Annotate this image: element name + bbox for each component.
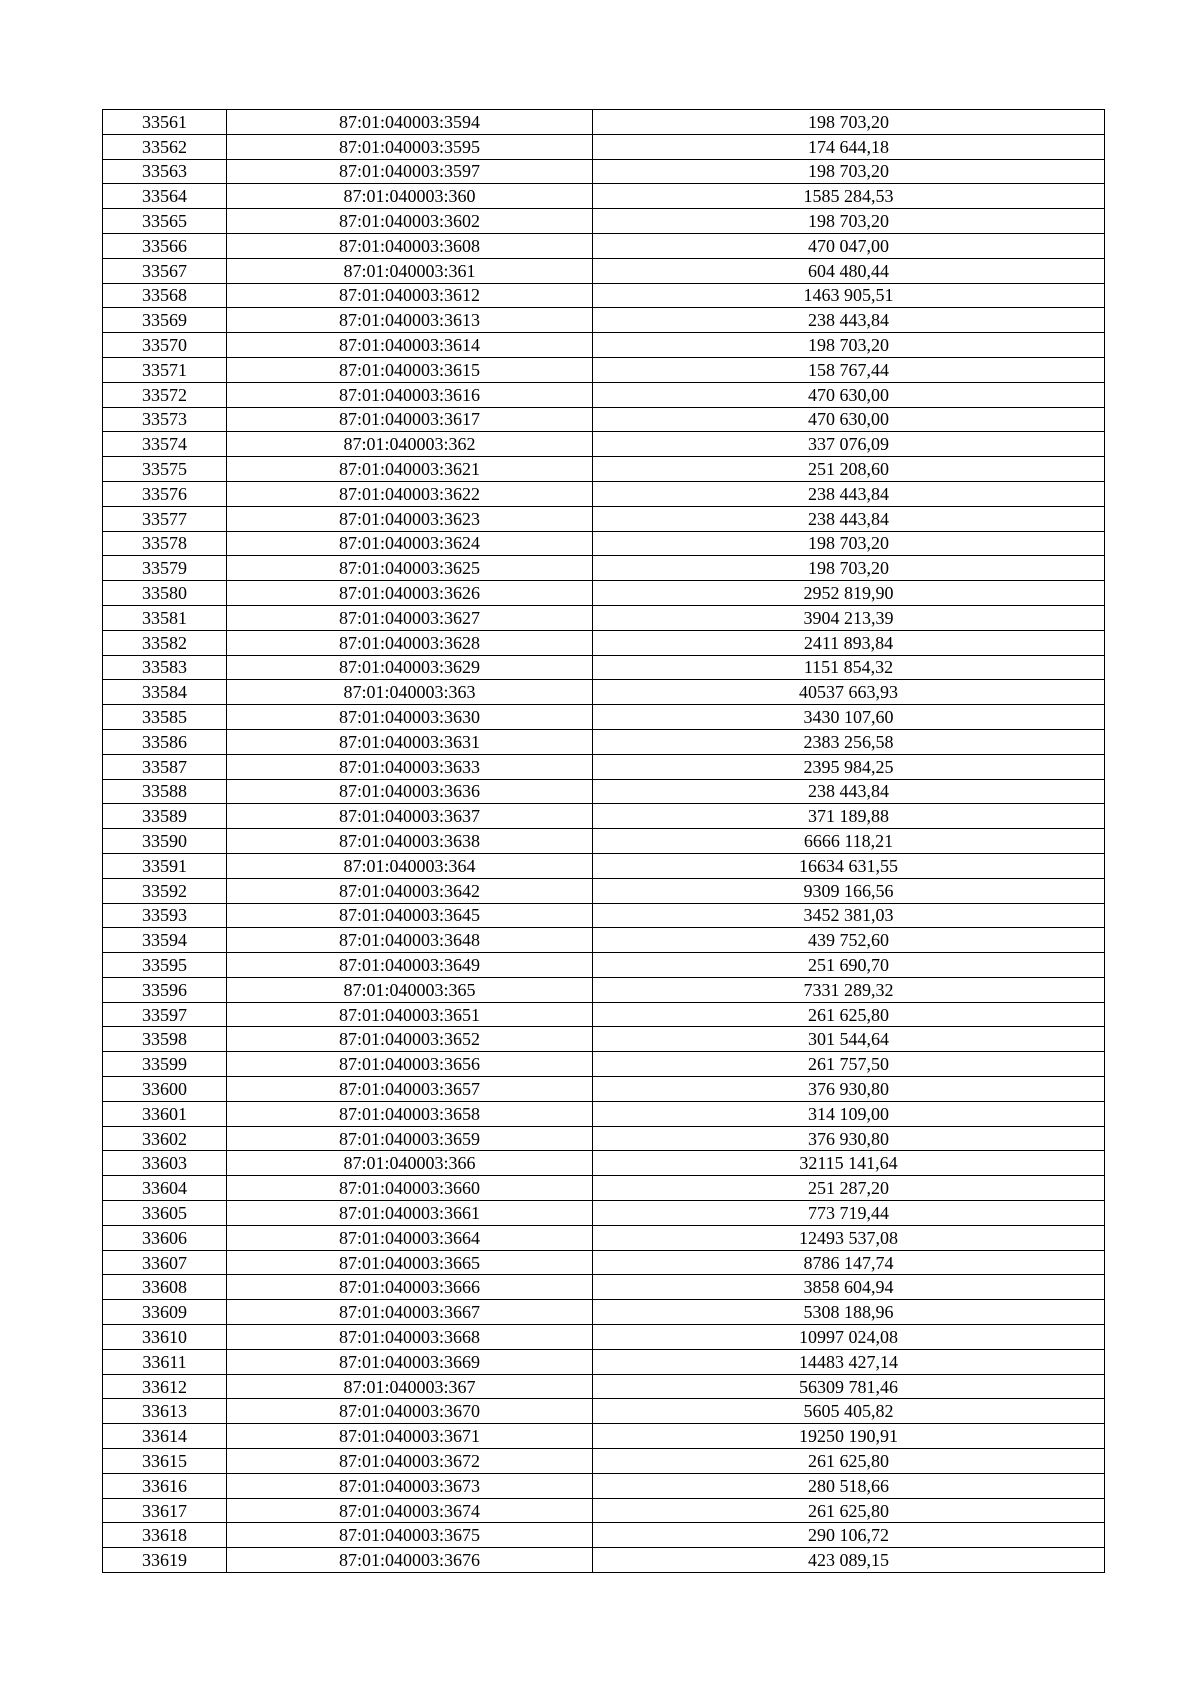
cadastral-number-cell: 87:01:040003:3629 bbox=[227, 655, 593, 680]
cadastral-number-cell: 87:01:040003:3659 bbox=[227, 1126, 593, 1151]
cadastral-number-cell: 87:01:040003:3623 bbox=[227, 506, 593, 531]
row-number-cell: 33580 bbox=[103, 581, 227, 606]
cadastral-number-cell: 87:01:040003:3670 bbox=[227, 1399, 593, 1424]
row-number-cell: 33577 bbox=[103, 506, 227, 531]
cadastral-number-cell: 87:01:040003:3627 bbox=[227, 605, 593, 630]
row-number-cell: 33576 bbox=[103, 481, 227, 506]
row-number-cell: 33615 bbox=[103, 1449, 227, 1474]
table-row bbox=[103, 1349, 1105, 1374]
cadastral-number-cell: 87:01:040003:362 bbox=[227, 432, 593, 457]
value-cell: 376 930,80 bbox=[593, 1077, 1105, 1102]
table-row bbox=[103, 1151, 1105, 1176]
table-row bbox=[103, 184, 1105, 209]
value-cell: 56309 781,46 bbox=[593, 1374, 1105, 1399]
value-cell: 158 767,44 bbox=[593, 357, 1105, 382]
cadastral-number-cell: 87:01:040003:3608 bbox=[227, 233, 593, 258]
row-number-cell: 33585 bbox=[103, 705, 227, 730]
row-number-cell: 33606 bbox=[103, 1225, 227, 1250]
table-row bbox=[103, 1027, 1105, 1052]
cadastral-number-cell: 87:01:040003:363 bbox=[227, 680, 593, 705]
value-cell: 238 443,84 bbox=[593, 481, 1105, 506]
cadastral-number-cell: 87:01:040003:360 bbox=[227, 184, 593, 209]
row-number-cell: 33589 bbox=[103, 804, 227, 829]
table-row bbox=[103, 655, 1105, 680]
row-number-cell: 33567 bbox=[103, 258, 227, 283]
row-number-cell: 33564 bbox=[103, 184, 227, 209]
value-cell: 261 625,80 bbox=[593, 1002, 1105, 1027]
table-row bbox=[103, 1374, 1105, 1399]
value-cell: 1463 905,51 bbox=[593, 283, 1105, 308]
row-number-cell: 33594 bbox=[103, 928, 227, 953]
value-cell: 14483 427,14 bbox=[593, 1349, 1105, 1374]
value-cell: 470 630,00 bbox=[593, 382, 1105, 407]
value-cell: 9309 166,56 bbox=[593, 878, 1105, 903]
cadastral-number-cell: 87:01:040003:3614 bbox=[227, 333, 593, 358]
value-cell: 238 443,84 bbox=[593, 779, 1105, 804]
value-cell: 251 690,70 bbox=[593, 953, 1105, 978]
row-number-cell: 33602 bbox=[103, 1126, 227, 1151]
value-cell: 5605 405,82 bbox=[593, 1399, 1105, 1424]
cadastral-number-cell: 87:01:040003:3638 bbox=[227, 829, 593, 854]
table-row bbox=[103, 506, 1105, 531]
value-cell: 261 625,80 bbox=[593, 1449, 1105, 1474]
table-row bbox=[103, 134, 1105, 159]
value-cell: 2395 984,25 bbox=[593, 754, 1105, 779]
table-row bbox=[103, 333, 1105, 358]
table-row bbox=[103, 977, 1105, 1002]
table-row bbox=[103, 209, 1105, 234]
cadastral-number-cell: 87:01:040003:3671 bbox=[227, 1424, 593, 1449]
cadastral-number-cell: 87:01:040003:3652 bbox=[227, 1027, 593, 1052]
value-cell: 5308 188,96 bbox=[593, 1300, 1105, 1325]
value-cell: 439 752,60 bbox=[593, 928, 1105, 953]
cadastral-number-cell: 87:01:040003:3657 bbox=[227, 1077, 593, 1102]
table-row bbox=[103, 531, 1105, 556]
cadastral-number-cell: 87:01:040003:367 bbox=[227, 1374, 593, 1399]
table-row bbox=[103, 1201, 1105, 1226]
table-row bbox=[103, 1523, 1105, 1548]
row-number-cell: 33578 bbox=[103, 531, 227, 556]
row-number-cell: 33583 bbox=[103, 655, 227, 680]
table-body bbox=[103, 110, 1105, 1573]
value-cell: 40537 663,93 bbox=[593, 680, 1105, 705]
cadastral-number-cell: 87:01:040003:3649 bbox=[227, 953, 593, 978]
row-number-cell: 33565 bbox=[103, 209, 227, 234]
table-row bbox=[103, 258, 1105, 283]
cadastral-number-cell: 87:01:040003:3625 bbox=[227, 556, 593, 581]
row-number-cell: 33600 bbox=[103, 1077, 227, 1102]
value-cell: 251 208,60 bbox=[593, 457, 1105, 482]
table-row bbox=[103, 481, 1105, 506]
table-row bbox=[103, 1126, 1105, 1151]
value-cell: 198 703,20 bbox=[593, 556, 1105, 581]
value-cell: 470 047,00 bbox=[593, 233, 1105, 258]
row-number-cell: 33617 bbox=[103, 1498, 227, 1523]
table-row bbox=[103, 1424, 1105, 1449]
table-row bbox=[103, 1498, 1105, 1523]
table-row bbox=[103, 556, 1105, 581]
row-number-cell: 33581 bbox=[103, 605, 227, 630]
value-cell: 198 703,20 bbox=[593, 159, 1105, 184]
value-cell: 2383 256,58 bbox=[593, 729, 1105, 754]
cadastral-number-cell: 87:01:040003:3613 bbox=[227, 308, 593, 333]
cadastral-number-cell: 87:01:040003:3595 bbox=[227, 134, 593, 159]
row-number-cell: 33604 bbox=[103, 1176, 227, 1201]
table-row bbox=[103, 308, 1105, 333]
row-number-cell: 33611 bbox=[103, 1349, 227, 1374]
value-cell: 280 518,66 bbox=[593, 1473, 1105, 1498]
table-row bbox=[103, 804, 1105, 829]
value-cell: 261 757,50 bbox=[593, 1052, 1105, 1077]
value-cell: 12493 537,08 bbox=[593, 1225, 1105, 1250]
table-row bbox=[103, 829, 1105, 854]
table-row bbox=[103, 1077, 1105, 1102]
value-cell: 198 703,20 bbox=[593, 110, 1105, 135]
row-number-cell: 33568 bbox=[103, 283, 227, 308]
row-number-cell: 33592 bbox=[103, 878, 227, 903]
table-row bbox=[103, 605, 1105, 630]
table-row bbox=[103, 729, 1105, 754]
table-row bbox=[103, 407, 1105, 432]
value-cell: 3430 107,60 bbox=[593, 705, 1105, 730]
cadastral-number-cell: 87:01:040003:3622 bbox=[227, 481, 593, 506]
value-cell: 1151 854,32 bbox=[593, 655, 1105, 680]
row-number-cell: 33599 bbox=[103, 1052, 227, 1077]
row-number-cell: 33608 bbox=[103, 1275, 227, 1300]
value-cell: 290 106,72 bbox=[593, 1523, 1105, 1548]
value-cell: 10997 024,08 bbox=[593, 1325, 1105, 1350]
row-number-cell: 33613 bbox=[103, 1399, 227, 1424]
cadastral-number-cell: 87:01:040003:3621 bbox=[227, 457, 593, 482]
cadastral-number-cell: 87:01:040003:3612 bbox=[227, 283, 593, 308]
cadastral-number-cell: 87:01:040003:3645 bbox=[227, 903, 593, 928]
table-row bbox=[103, 233, 1105, 258]
cadastral-number-cell: 87:01:040003:3674 bbox=[227, 1498, 593, 1523]
row-number-cell: 33588 bbox=[103, 779, 227, 804]
table-row bbox=[103, 1101, 1105, 1126]
table-row bbox=[103, 680, 1105, 705]
row-number-cell: 33595 bbox=[103, 953, 227, 978]
value-cell: 174 644,18 bbox=[593, 134, 1105, 159]
cadastral-number-cell: 87:01:040003:3626 bbox=[227, 581, 593, 606]
cadastral-number-cell: 87:01:040003:3660 bbox=[227, 1176, 593, 1201]
cadastral-number-cell: 87:01:040003:3636 bbox=[227, 779, 593, 804]
value-cell: 7331 289,32 bbox=[593, 977, 1105, 1002]
value-cell: 16634 631,55 bbox=[593, 853, 1105, 878]
row-number-cell: 33605 bbox=[103, 1201, 227, 1226]
table-row bbox=[103, 779, 1105, 804]
table-row bbox=[103, 1473, 1105, 1498]
value-cell: 337 076,09 bbox=[593, 432, 1105, 457]
table-row bbox=[103, 1275, 1105, 1300]
table-row bbox=[103, 705, 1105, 730]
cadastral-number-cell: 87:01:040003:3658 bbox=[227, 1101, 593, 1126]
cadastral-number-cell: 87:01:040003:3665 bbox=[227, 1250, 593, 1275]
value-cell: 371 189,88 bbox=[593, 804, 1105, 829]
table-row bbox=[103, 878, 1105, 903]
row-number-cell: 33587 bbox=[103, 754, 227, 779]
value-cell: 198 703,20 bbox=[593, 333, 1105, 358]
cadastral-number-cell: 87:01:040003:3672 bbox=[227, 1449, 593, 1474]
cadastral-number-cell: 87:01:040003:3594 bbox=[227, 110, 593, 135]
cadastral-number-cell: 87:01:040003:3669 bbox=[227, 1349, 593, 1374]
row-number-cell: 33579 bbox=[103, 556, 227, 581]
cadastral-number-cell: 87:01:040003:3648 bbox=[227, 928, 593, 953]
table-row bbox=[103, 953, 1105, 978]
table-row bbox=[103, 1176, 1105, 1201]
row-number-cell: 33582 bbox=[103, 630, 227, 655]
cadastral-number-cell: 87:01:040003:3666 bbox=[227, 1275, 593, 1300]
cadastral-number-cell: 87:01:040003:3673 bbox=[227, 1473, 593, 1498]
table-row bbox=[103, 1300, 1105, 1325]
row-number-cell: 33616 bbox=[103, 1473, 227, 1498]
table-row bbox=[103, 1250, 1105, 1275]
cadastral-number-cell: 87:01:040003:3642 bbox=[227, 878, 593, 903]
table-row bbox=[103, 1399, 1105, 1424]
row-number-cell: 33597 bbox=[103, 1002, 227, 1027]
table-row bbox=[103, 1449, 1105, 1474]
row-number-cell: 33609 bbox=[103, 1300, 227, 1325]
cadastral-number-cell: 87:01:040003:3651 bbox=[227, 1002, 593, 1027]
cadastral-number-cell: 87:01:040003:3664 bbox=[227, 1225, 593, 1250]
table-row bbox=[103, 853, 1105, 878]
table-row bbox=[103, 1002, 1105, 1027]
row-number-cell: 33584 bbox=[103, 680, 227, 705]
value-cell: 198 703,20 bbox=[593, 531, 1105, 556]
row-number-cell: 33571 bbox=[103, 357, 227, 382]
cadastral-number-cell: 87:01:040003:361 bbox=[227, 258, 593, 283]
row-number-cell: 33603 bbox=[103, 1151, 227, 1176]
table-row bbox=[103, 283, 1105, 308]
row-number-cell: 33619 bbox=[103, 1548, 227, 1573]
value-cell: 19250 190,91 bbox=[593, 1424, 1105, 1449]
table-row bbox=[103, 1325, 1105, 1350]
table-row bbox=[103, 110, 1105, 135]
table-row bbox=[103, 903, 1105, 928]
table-row bbox=[103, 630, 1105, 655]
row-number-cell: 33590 bbox=[103, 829, 227, 854]
row-number-cell: 33601 bbox=[103, 1101, 227, 1126]
value-cell: 376 930,80 bbox=[593, 1126, 1105, 1151]
row-number-cell: 33575 bbox=[103, 457, 227, 482]
cadastral-number-cell: 87:01:040003:3616 bbox=[227, 382, 593, 407]
table-row bbox=[103, 1225, 1105, 1250]
cadastral-number-cell: 87:01:040003:3624 bbox=[227, 531, 593, 556]
row-number-cell: 33573 bbox=[103, 407, 227, 432]
table-row bbox=[103, 1052, 1105, 1077]
cadastral-number-cell: 87:01:040003:3661 bbox=[227, 1201, 593, 1226]
value-cell: 8786 147,74 bbox=[593, 1250, 1105, 1275]
cadastral-number-cell: 87:01:040003:3675 bbox=[227, 1523, 593, 1548]
cadastral-number-cell: 87:01:040003:3637 bbox=[227, 804, 593, 829]
value-cell: 238 443,84 bbox=[593, 308, 1105, 333]
cadastral-number-cell: 87:01:040003:3628 bbox=[227, 630, 593, 655]
row-number-cell: 33569 bbox=[103, 308, 227, 333]
row-number-cell: 33572 bbox=[103, 382, 227, 407]
value-cell: 301 544,64 bbox=[593, 1027, 1105, 1052]
row-number-cell: 33593 bbox=[103, 903, 227, 928]
table-row bbox=[103, 159, 1105, 184]
row-number-cell: 33614 bbox=[103, 1424, 227, 1449]
row-number-cell: 33562 bbox=[103, 134, 227, 159]
row-number-cell: 33566 bbox=[103, 233, 227, 258]
value-cell: 3904 213,39 bbox=[593, 605, 1105, 630]
table-row bbox=[103, 928, 1105, 953]
value-cell: 2411 893,84 bbox=[593, 630, 1105, 655]
cadastral-number-cell: 87:01:040003:3656 bbox=[227, 1052, 593, 1077]
cadastral-number-cell: 87:01:040003:3630 bbox=[227, 705, 593, 730]
value-cell: 604 480,44 bbox=[593, 258, 1105, 283]
value-cell: 261 625,80 bbox=[593, 1498, 1105, 1523]
table-row bbox=[103, 382, 1105, 407]
row-number-cell: 33618 bbox=[103, 1523, 227, 1548]
value-cell: 6666 118,21 bbox=[593, 829, 1105, 854]
value-cell: 2952 819,90 bbox=[593, 581, 1105, 606]
value-cell: 3858 604,94 bbox=[593, 1275, 1105, 1300]
cadastral-number-cell: 87:01:040003:3617 bbox=[227, 407, 593, 432]
cadastral-number-cell: 87:01:040003:3602 bbox=[227, 209, 593, 234]
value-cell: 3452 381,03 bbox=[593, 903, 1105, 928]
row-number-cell: 33586 bbox=[103, 729, 227, 754]
row-number-cell: 33596 bbox=[103, 977, 227, 1002]
value-cell: 773 719,44 bbox=[593, 1201, 1105, 1226]
cadastral-number-cell: 87:01:040003:364 bbox=[227, 853, 593, 878]
cadastral-number-cell: 87:01:040003:3667 bbox=[227, 1300, 593, 1325]
table-row bbox=[103, 457, 1105, 482]
value-cell: 314 109,00 bbox=[593, 1101, 1105, 1126]
table-row bbox=[103, 357, 1105, 382]
value-cell: 470 630,00 bbox=[593, 407, 1105, 432]
row-number-cell: 33574 bbox=[103, 432, 227, 457]
value-cell: 423 089,15 bbox=[593, 1548, 1105, 1573]
cadastral-number-cell: 87:01:040003:3668 bbox=[227, 1325, 593, 1350]
cadastral-number-cell: 87:01:040003:3597 bbox=[227, 159, 593, 184]
row-number-cell: 33591 bbox=[103, 853, 227, 878]
table-row bbox=[103, 432, 1105, 457]
value-cell: 32115 141,64 bbox=[593, 1151, 1105, 1176]
value-cell: 238 443,84 bbox=[593, 506, 1105, 531]
value-cell: 198 703,20 bbox=[593, 209, 1105, 234]
row-number-cell: 33563 bbox=[103, 159, 227, 184]
row-number-cell: 33612 bbox=[103, 1374, 227, 1399]
cadastral-number-cell: 87:01:040003:365 bbox=[227, 977, 593, 1002]
cadastral-number-cell: 87:01:040003:3631 bbox=[227, 729, 593, 754]
cadastral-number-cell: 87:01:040003:3633 bbox=[227, 754, 593, 779]
table-row bbox=[103, 581, 1105, 606]
cadastral-number-cell: 87:01:040003:3615 bbox=[227, 357, 593, 382]
row-number-cell: 33607 bbox=[103, 1250, 227, 1275]
cadastral-number-cell: 87:01:040003:3676 bbox=[227, 1548, 593, 1573]
row-number-cell: 33610 bbox=[103, 1325, 227, 1350]
value-cell: 251 287,20 bbox=[593, 1176, 1105, 1201]
row-number-cell: 33561 bbox=[103, 110, 227, 135]
table-row bbox=[103, 1548, 1105, 1573]
value-cell: 1585 284,53 bbox=[593, 184, 1105, 209]
row-number-cell: 33570 bbox=[103, 333, 227, 358]
cadastral-number-cell: 87:01:040003:366 bbox=[227, 1151, 593, 1176]
registry-table bbox=[102, 109, 1105, 1573]
row-number-cell: 33598 bbox=[103, 1027, 227, 1052]
table-row bbox=[103, 754, 1105, 779]
